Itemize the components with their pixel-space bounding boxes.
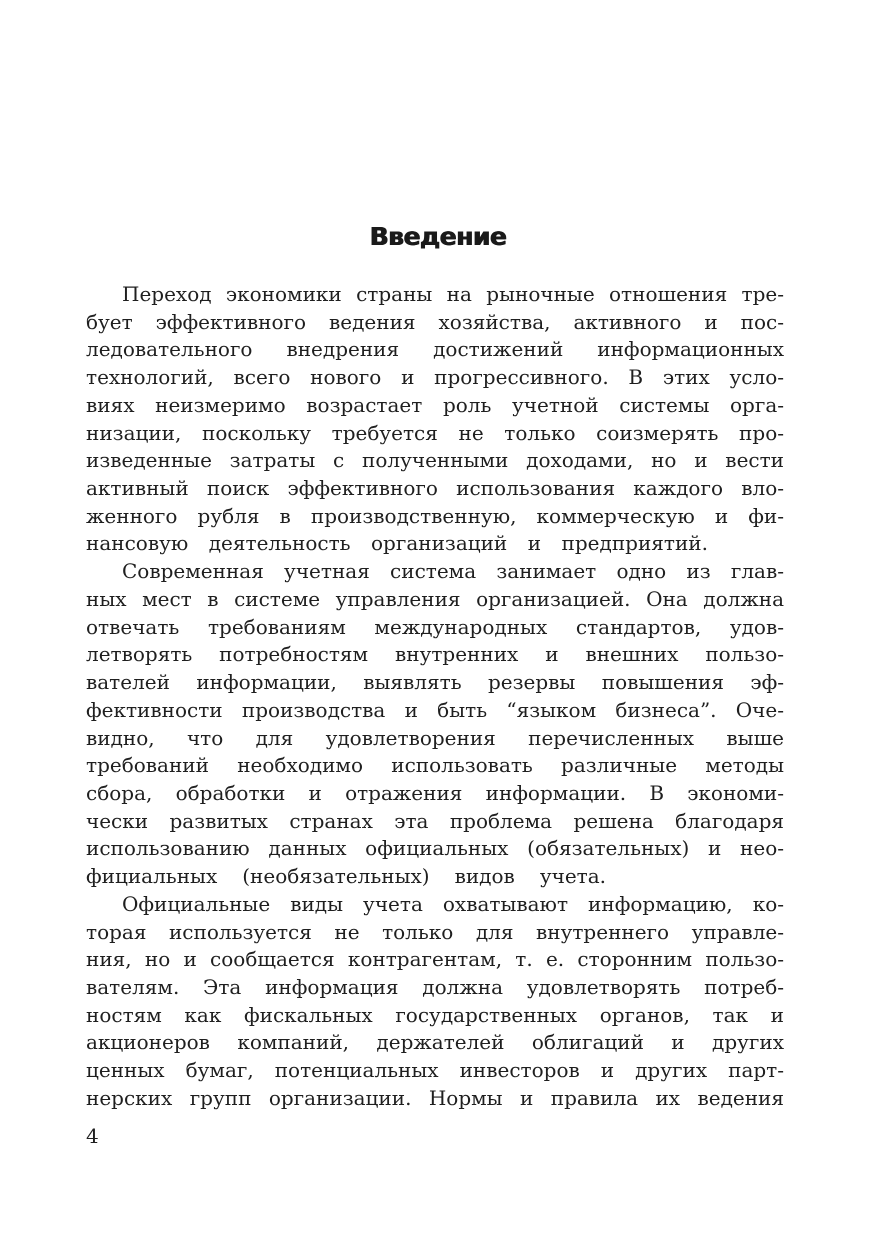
text-line: фективности производства и быть “языком бизнеса”. Оче- <box>86 697 784 722</box>
text-line: активный поиск эффективного использования каждого вло- <box>86 476 784 501</box>
body-text <box>86 281 784 1113</box>
text-line: бует эффективного ведения хозяйства, активного и пос- <box>86 309 784 334</box>
text-line: использованию данных официальных (обязательных) и нео- <box>86 836 784 861</box>
text-line: фициальных (необязательных) видов учета. <box>86 864 606 889</box>
text-line: изведенные затраты с полученными доходами, но и вести <box>86 448 784 473</box>
text-line: виях неизмеримо возрастает роль учетной системы орга- <box>86 392 784 417</box>
text-line: сбора, обработки и отражения информации. В экономи- <box>86 780 784 805</box>
text-line: технологий, всего нового и прогрессивного. В этих усло- <box>86 365 784 390</box>
text-line: нансовую деятельность организаций и предприятий. <box>86 531 708 556</box>
chapter-heading: Введение <box>369 222 507 251</box>
text-line: требований необходимо использовать различные методы <box>86 753 784 778</box>
text-line: Официальные виды учета охватывают информацию, ко- <box>122 891 784 916</box>
text-line: ния, но и сообщается контрагентам, т. е. сторонним пользо- <box>86 947 784 972</box>
text-line: ностям как фискальных государственных органов, так и <box>86 1002 784 1027</box>
text-line: отвечать требованиям международных стандартов, удов- <box>86 614 784 639</box>
text-line: акционеров компаний, держателей облигаций и других <box>86 1030 784 1055</box>
text-line: торая используется не только для внутреннего управле- <box>86 919 784 944</box>
text-line: вателям. Эта информация должна удовлетворять потреб- <box>86 974 784 999</box>
text-line: ных мест в системе управления организацией. Она должна <box>86 586 784 611</box>
page-number: 4 <box>86 1124 99 1148</box>
text-line: женного рубля в производственную, коммерческую и фи- <box>86 503 784 528</box>
text-line: летворять потребностям внутренних и внешних пользо- <box>86 642 784 667</box>
text-line: Современная учетная система занимает одно из глав- <box>122 559 784 584</box>
text-line: ценных бумаг, потенциальных инвесторов и других парт- <box>86 1058 784 1083</box>
text-line: нерских групп организации. Нормы и правила их ведения <box>86 1085 784 1110</box>
text-line: чески развитых странах эта проблема решена благодаря <box>86 808 784 833</box>
text-line: видно, что для удовлетворения перечисленных выше <box>86 725 784 750</box>
text-line: вателей информации, выявлять резервы повышения эф- <box>86 670 784 695</box>
text-line: Переход экономики страны на рыночные отношения тре- <box>122 282 784 306</box>
text-line: низации, поскольку требуется не только соизмерять про- <box>86 420 784 445</box>
text-line: ледовательного внедрения достижений информационных <box>86 337 784 362</box>
